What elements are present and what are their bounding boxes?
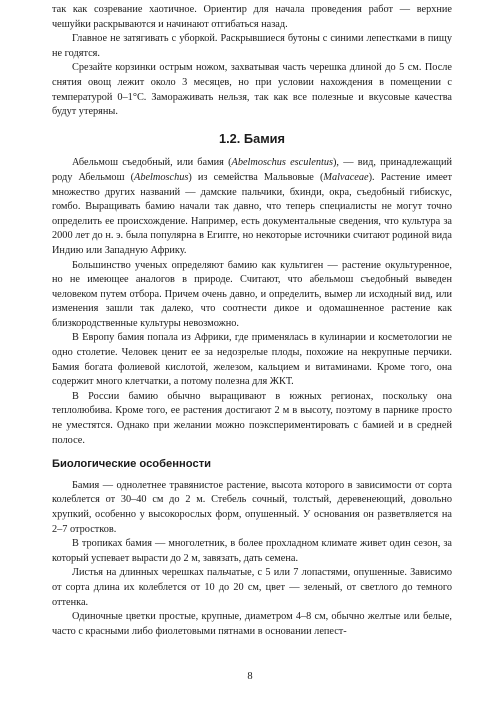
body-text (52, 3, 452, 639)
paragraph: Бамия — однолетнее травянистое растение, высота которого в зависимости от сорта колеблется от 30–40 см до 2 м. Стебель сочный, толстый, деревенеющий, довольно хрупкий, особенно у высокорослых форм, опушенный. У основания он разветвляется на 2–7 отростков. (52, 479, 452, 535)
paragraph: Срезайте корзинки острым ножом, захватывая часть черешка длиной до 5 см. После снятия овощ лежит около 3 месяцев, но при условии нахождения в помещении с температурой 0–1°С. Замораживать нельзя, так как все полезные и вкусовые качества будут утеряны. (52, 62, 452, 118)
paragraph: Главное не затягивать с уборкой. Раскрывшиеся бутоны с синими лепестками в пищу не годятся. (52, 33, 452, 59)
latin-name: Abelmoschus esculentus (231, 157, 333, 169)
paragraph: В тропиках бамия — многолетник, в более прохладном климате живет один сезон, за который успевает вырасти до 2 м, завязать, дать семена. (52, 538, 452, 564)
paragraph-continued: так как созревание хаотичное. Ориентир для начала проведения работ — верхние чешуйки раскрываются и начинают отгибаться назад. (52, 4, 452, 30)
latin-name: Abelmoschus (134, 171, 189, 183)
section-heading: 1.2. Бамия (218, 130, 285, 146)
intro-text: ). Растение имеет множество других названий — дамские пальчики, бхинди, окра, съедобный гибискус, гомбо. Выращивать бамию начали так давно, что теперь специалисты не могут точно определить ее происхождение. Например, есть документальные сведения, что культура за 2000 лет до н. э. была популярна в Египте, но некоторые источники считают родиной вида Индию или Западную Африку. (52, 171, 452, 256)
paragraph-intro (52, 156, 452, 258)
intro-text: ), — вид, принадлежащий роду Абельмош ( (52, 157, 452, 183)
intro-text: Абельмош съедобный, или бамия ( (72, 157, 232, 169)
subsection-heading: Биологические особенности (52, 458, 212, 471)
paragraph: В Европу бамия попала из Африки, где применялась в кулинарии и косметологии не одно столетие. Человек ценит ее за недозрелые плоды, похожие на некрупные перчики. Бамия богата фолиевой кислотой, железом, кальцием и витаминами. Кроме того, она содержит много клетчатки, а потому полезна для ЖКТ. (52, 332, 452, 388)
paragraph: Листья на длинных черешках пальчатые, с 5 или 7 лопастями, опушенные. Зависимо от сорта длина их колеблется от 10 до 20 см, цвет — зеленый, от светлого до темного оттенка. (52, 567, 452, 608)
intro-text: ) из семейства Мальвовые ( (188, 171, 324, 183)
page-number: 8 (247, 671, 253, 682)
paragraph: Одиночные цветки простые, крупные, диаметром 4–8 см, обычно желтые или белые, часто с красными либо фиолетовыми пятнами в основании лепест- (52, 611, 452, 637)
paragraph: В России бамию обычно выращивают в южных регионах, поскольку она теплолюбива. Кроме того, ее растения достигают 2 м в высоту, поэтому в парнике просто не уместятся. Однако при желании можно поэкспериментировать с бамией и в средней полосе. (52, 390, 452, 446)
paragraph: Большинство ученых определяют бамию как культиген — растение окультуренное, но не имеющее аналогов в природе. Считают, что абельмош съедобный выведен человеком путем отбора. Причем очень давно, и определить, вымер ли исходный вид, или изменения зашли так далеко, что соотнести дикое и одомашненное растение как близкородственные культуры невозможно. (52, 259, 452, 329)
latin-name: Malvaceae (323, 171, 369, 183)
